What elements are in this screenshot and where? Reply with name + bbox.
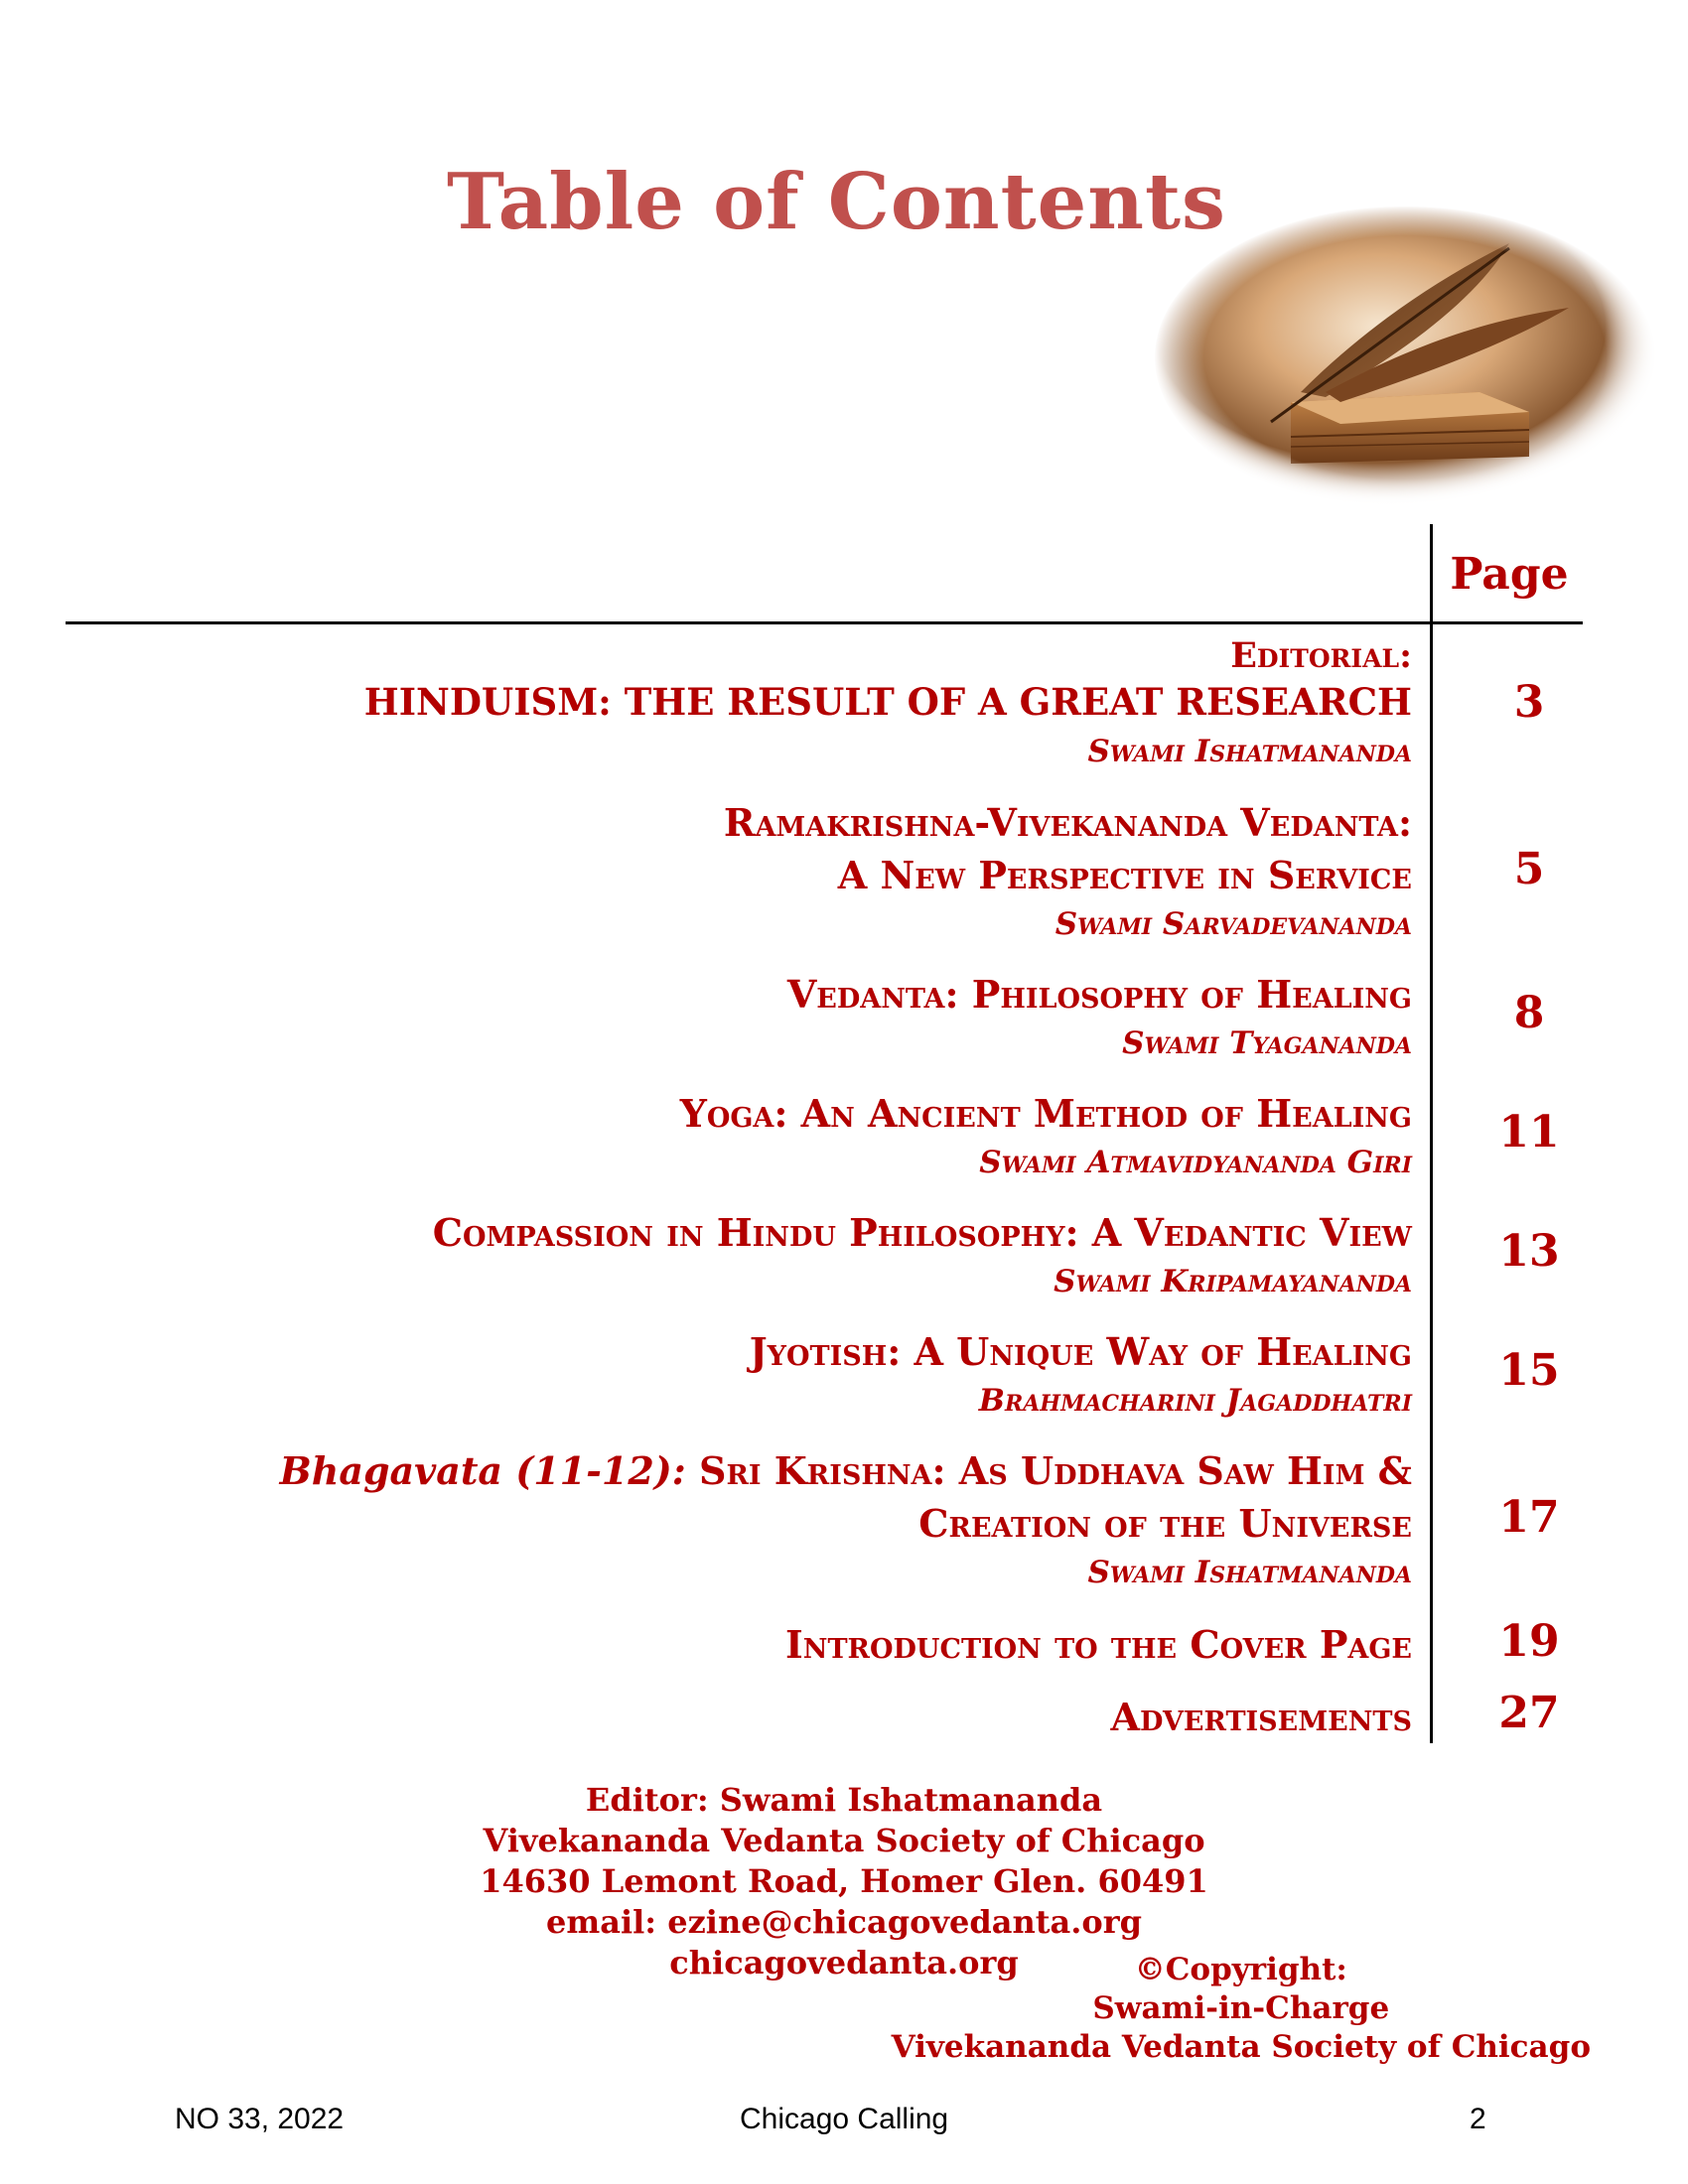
toc-entry-cover-page[interactable] xyxy=(785,1618,1412,1671)
toc-entry-yoga[interactable] xyxy=(680,1087,1412,1185)
entry-author: Swami Kripamayananda xyxy=(1054,1264,1412,1299)
copyright-line3: Vivekananda Vedanta Society of Chicago xyxy=(891,2029,1591,2065)
entry-author: Swami Atmavidyananda Giri xyxy=(979,1145,1412,1180)
quill-and-book-image xyxy=(1152,204,1658,511)
entry-title-line1: Ramakrishna-Vivekananda Vedanta: xyxy=(723,800,1412,845)
entry-title: Vedanta: Philosophy of Healing xyxy=(786,972,1412,1017)
toc-entry-editorial[interactable] xyxy=(364,635,1412,774)
email-link[interactable]: email: ezine@chicagovedanta.org xyxy=(546,1903,1142,1941)
entry-page-number[interactable]: 5 xyxy=(1513,844,1545,894)
copyright-line1: ©Copyright: xyxy=(1134,1952,1347,1987)
website-link[interactable]: chicagovedanta.org xyxy=(669,1944,1019,1981)
toc-entry-healing-philosophy[interactable] xyxy=(787,968,1412,1066)
entry-author: Swami Sarvadevananda xyxy=(1055,906,1412,942)
editor-line: Editor: Swami Ishatmananda xyxy=(585,1781,1103,1819)
entry-title: Advertisements xyxy=(1110,1695,1412,1739)
copyright-line2: Swami-in-Charge xyxy=(1092,1990,1390,2026)
entry-kicker: Editorial: xyxy=(1230,635,1412,676)
entry-title: Jyotish: A Unique Way of Healing xyxy=(749,1329,1412,1374)
toc-entry-advertisements[interactable] xyxy=(1111,1691,1412,1743)
society-line: Vivekananda Vedanta Society of Chicago xyxy=(483,1822,1205,1859)
entry-title-line1: Sri Krishna: As Uddhava Saw Him & xyxy=(699,1448,1412,1493)
entry-page-number[interactable]: 3 xyxy=(1513,677,1545,728)
entry-title-line2: A New Perspective in Service xyxy=(837,853,1412,897)
toc-entry-jyotish[interactable] xyxy=(750,1325,1412,1424)
address-line: 14630 Lemont Road, Homer Glen. 60491 xyxy=(480,1862,1208,1900)
entry-author: Swami Tyagananda xyxy=(1122,1025,1412,1061)
entry-page-number[interactable]: 15 xyxy=(1498,1345,1560,1396)
header-rule xyxy=(66,621,1583,624)
entry-title: Compassion in Hindu Philosophy: A Vedantic View xyxy=(432,1210,1412,1255)
page-title: Table of Contents xyxy=(447,157,1226,247)
entry-title: Introduction to the Cover Page xyxy=(784,1622,1412,1667)
copyright-block xyxy=(892,1951,1591,2067)
entry-page-number[interactable]: 17 xyxy=(1498,1492,1560,1543)
entry-author: Swami Ishatmananda xyxy=(1087,734,1412,769)
entry-title-line2: Creation of the Universe xyxy=(918,1501,1412,1546)
entry-author: Swami Ishatmananda xyxy=(1087,1555,1412,1590)
entry-page-number[interactable]: 8 xyxy=(1513,988,1545,1038)
entry-title: HINDUISM: THE RESULT OF A GREAT RESEARCH xyxy=(363,680,1412,724)
footer-publication: Chicago Calling xyxy=(740,2103,949,2135)
toc-entry-compassion[interactable] xyxy=(433,1206,1412,1304)
page-column-header: Page xyxy=(1450,549,1569,600)
footer-page-number: 2 xyxy=(1470,2103,1486,2135)
page-column-rule xyxy=(1430,524,1433,1743)
toc-entry-service[interactable] xyxy=(724,796,1412,947)
entry-title: Yoga: An Ancient Method of Healing xyxy=(679,1091,1412,1136)
entry-page-number[interactable]: 11 xyxy=(1498,1107,1560,1158)
entry-page-number[interactable]: 13 xyxy=(1498,1226,1560,1277)
toc-entry-bhagavata[interactable] xyxy=(280,1444,1412,1595)
entry-page-number[interactable]: 27 xyxy=(1498,1688,1560,1738)
entry-page-number[interactable]: 19 xyxy=(1498,1616,1560,1667)
entry-title-prefix: Bhagavata (11-12): xyxy=(279,1448,686,1493)
footer-issue: NO 33, 2022 xyxy=(175,2103,345,2135)
entry-author: Brahmacharini Jagaddhatri xyxy=(978,1383,1412,1419)
